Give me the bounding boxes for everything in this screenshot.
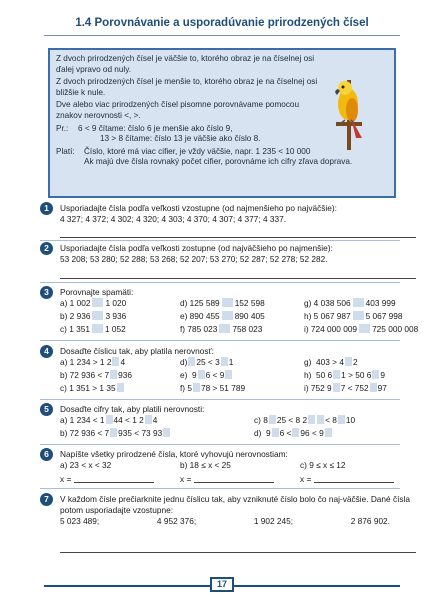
comparison-left: b) 2 936 [60,311,91,321]
rule-row-2 [56,157,388,168]
comparison-right: 403 999 [365,298,396,308]
info-paragraph-3: Dve alebo viac prirodzených čísel pisomne porovnávame pomocou znakov nerovnosti <, >. [56,100,300,120]
task-7-numbers [60,516,390,527]
inequality-part: 4 [120,357,126,367]
comparison-right: 5 067 998 [365,311,403,321]
inequality-part: 1 [228,357,234,367]
task-number-7: 7 [40,493,53,506]
digit-blank[interactable] [110,428,117,437]
page-number: 17 [210,577,234,592]
comparison-left: h) 5 067 987 [304,311,351,321]
separator [40,240,400,241]
answer-blank[interactable] [92,324,103,333]
comparison-right: 152 598 [234,298,265,308]
comparison-left: f) 785 023 [180,324,218,334]
digit-blank[interactable] [317,415,324,424]
digit-blank[interactable] [225,370,232,379]
comparison-right: 890 405 [234,311,265,321]
rule-2: Ak majú dve čísla rovnaký počet cifier, porovnáme ich cifry zľava doprava. [84,157,353,167]
inequality-part: 9 [192,370,197,380]
inequality-part: d) [254,428,262,438]
task-5-grid [60,415,418,439]
digit-blank[interactable] [333,370,340,379]
answer-blank[interactable] [353,311,364,320]
separator [40,444,400,445]
inequality-part: d) [180,357,188,367]
answer-blank[interactable] [222,311,233,320]
digit-blank[interactable] [221,357,228,366]
inequality-part: i) 752 9 [304,383,332,393]
answer-line[interactable] [314,474,394,483]
answer-line[interactable] [194,474,274,483]
inequality-part: < 8 [325,415,337,425]
task-number-6: 6 [40,448,53,461]
comparison-left: c) 1 351 [60,324,90,334]
digit-blank[interactable] [292,428,299,437]
number-item: 4 952 376; [156,516,197,526]
inequality-part: 936 [118,370,132,380]
digit-blank[interactable] [112,357,119,366]
inequality-part: 7 < 752 [340,383,369,393]
inequality-part: c) 8 [254,415,268,425]
comparison-left: d) 125 589 [180,298,220,308]
inequality-part: 25 < 3 [196,357,220,367]
answer-line[interactable] [60,552,416,553]
digit-blank[interactable] [308,415,315,424]
answer-line[interactable] [60,278,416,279]
inequality-part: 6 < [279,428,292,438]
comparison-left: g) 4 038 506 [304,298,351,308]
comparison-left: e) 890 455 [180,311,220,321]
digit-blank[interactable] [145,415,152,424]
digit-blank[interactable] [193,383,200,392]
inequality-part: 44 < 1 2 [113,415,144,425]
separator [40,282,400,283]
info-paragraph-2: Z dvoch prirodzených čísel je menšie to, ktorého obraz je na číselnej osi bližšie k nule. [56,77,318,97]
answer-blank[interactable] [359,324,370,333]
answer-blank[interactable] [92,311,103,320]
example-1: 6 < 9 čítame: číslo 6 je menšie ako číslo 9, [78,123,233,133]
separator [40,488,400,489]
digit-blank[interactable] [370,383,377,392]
condition-a: a) 23 < x < 32 [60,460,112,470]
separator [40,399,400,400]
inequality-part: b) 72 936 < 7 [60,428,110,438]
inequality-part: c) 1 351 > 1 35 [60,383,116,393]
task-number-2: 2 [40,242,53,255]
task-3-text: Porovnajte spamäti: [60,287,134,297]
digit-blank[interactable] [117,383,124,392]
number-item: 1 902 245; [253,516,294,526]
comparison-right: 725 000 008 [372,324,419,334]
digit-blank[interactable] [163,428,170,437]
digit-blank[interactable] [269,415,276,424]
digit-blank[interactable] [345,357,352,366]
inequality-part: h) [304,370,312,380]
task-number-5: 5 [40,403,53,416]
example-label: Pr.: [56,123,69,133]
answer-blank[interactable] [353,298,364,307]
inequality-part: f) 5 [180,383,192,393]
digit-blank[interactable] [198,370,205,379]
task-3-grid [60,298,418,335]
rule-1: Číslo, ktoré má viac cifier, je vždy väčšie, napr. 1 235 < 10 000 [84,146,311,156]
digit-blank[interactable] [338,415,345,424]
comparison-left: i) 724 000 009 [304,324,358,334]
inequality-part: 96 < 9 [300,428,324,438]
inequality-part: a) 1 234 < 1 [60,415,105,425]
answer-line[interactable] [60,237,416,238]
inequality-part: 6 < 9 [205,370,225,380]
inequality-part: 935 < 73 93 [118,428,163,438]
comparison-right: 1 020 [105,298,127,308]
task-4-grid [60,357,418,394]
info-paragraph-1: Z dvoch prirodzených čísel je väčšie to, ktorého obraz je na číselnej osi ďalej vpravo od nuly. [56,54,315,74]
digit-blank[interactable] [106,415,113,424]
answer-blank[interactable] [219,324,230,333]
inequality-part: 9 [266,428,271,438]
number-item: 5 023 489; [60,516,100,526]
task-7-text: V každom čísle prečiarknite jednu číslicu tak, aby vzniknuté číslo bolo čo naj-väčšie. Dané čísla potom usporiadajte vzostupne: [60,494,411,515]
inequality-part: g) [304,357,312,367]
example-2: 13 > 8 čítame: číslo 13 je väčšie ako číslo 8. [100,134,261,144]
task-4-text: Dosaďte číslicu tak, aby platila nerovnosť: [60,346,214,356]
task-number-1: 1 [40,202,53,215]
parrot-illustration [318,72,380,154]
title-rule [44,35,400,36]
digit-blank[interactable] [325,428,332,437]
comparison-right: 3 936 [105,311,127,321]
answer-blank[interactable] [222,298,233,307]
separator [40,340,400,341]
task-2-text: Usporiadajte čísla podľa veľkosti zostupne (od najväčšieho po najmenšie): [60,243,333,253]
number-item: 2 876 902. [350,516,390,526]
task-6-text: Napíšte všetky prirodzené čísla, ktoré vyhovujú nerovnostiam: [60,449,288,459]
answer-blank[interactable] [92,298,103,307]
inequality-part: 78 > 51 789 [201,383,246,393]
inequality-part: 25 < 8 2 [276,415,308,425]
inequality-part: 4 [152,415,158,425]
comparison-right: 758 023 [232,324,263,334]
inequality-part: 50 6 [316,370,333,380]
digit-blank[interactable] [110,370,117,379]
inequality-part: 2 [352,357,358,367]
comparison-left: a) 1 002 [60,298,91,308]
section-title: 1.4 Porovnávanie a usporadúvanie prirodzených čísel [75,17,369,29]
digit-blank[interactable] [272,428,279,437]
x-label: x = [300,474,312,484]
inequality-part: a) 1 234 > 1 2 [60,357,112,367]
digit-blank[interactable] [372,370,379,379]
inequality-part: e) [180,370,188,380]
inequality-part: 9 [380,370,386,380]
task-number-4: 4 [40,345,53,358]
digit-blank[interactable] [188,357,195,366]
task-1-numbers: 4 327; 4 372; 4 302; 4 320; 4 303; 4 370; 4 307; 4 377; 4 337. [60,214,287,224]
condition-b: b) 18 ≤ x < 25 [180,460,231,470]
inequality-part: 403 > 4 [316,357,344,367]
task-6-grid [60,460,418,485]
x-label: x = [60,474,72,484]
comparison-right: 1 052 [104,324,126,334]
inequality-part: b) 72 936 < 7 [60,370,110,380]
inequality-part: 1 > 50 6 [341,370,372,380]
x-label: x = [180,474,192,484]
task-2-numbers: 53 208; 53 280; 52 288; 53 268; 52 207; 53 270; 52 287; 52 278; 52 282. [60,254,328,264]
condition-c: c) 9 ≤ x ≤ 12 [300,460,346,470]
rule-label: Platí: [56,146,75,156]
task-5-text: Dosaďte cifry tak, aby platili nerovnosti: [60,404,205,414]
task-1-text: Usporiadajte čísla podľa veľkosti vzostupne (od najmenšieho po najväčšie): [60,203,337,213]
answer-line[interactable] [74,474,154,483]
inequality-part: 10 [345,415,356,425]
task-number-3: 3 [40,286,53,299]
inequality-part: 97 [377,383,387,393]
digit-blank[interactable] [333,383,340,392]
